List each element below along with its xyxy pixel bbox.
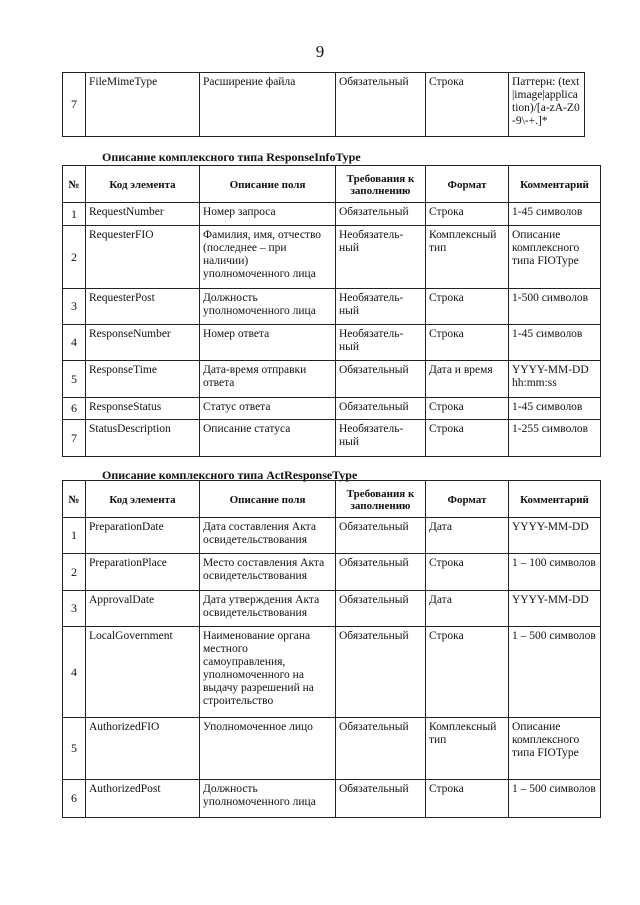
header-description: Описание поля <box>200 481 336 518</box>
table-row <box>63 203 601 226</box>
required-flag: Необязатель-ный <box>336 226 426 289</box>
header-num: № <box>63 166 86 203</box>
row-number: 4 <box>63 325 86 361</box>
field-description: Фамилия, имя, отчество (последнее – при наличии) уполномоченного лица <box>200 226 336 289</box>
required-flag: Необязатель-ный <box>336 325 426 361</box>
row-number: 2 <box>63 554 86 591</box>
format-cell: Строка <box>426 780 509 818</box>
comment-cell: 1 – 100 символов <box>509 554 601 591</box>
field-description: Расширение файла <box>200 73 336 137</box>
required-flag: Обязательный <box>336 361 426 398</box>
comment-cell: 1-500 символов <box>509 289 601 325</box>
header-code: Код элемента <box>86 166 200 203</box>
field-description: Номер ответа <box>200 325 336 361</box>
format-cell: Строка <box>426 73 509 137</box>
element-code: AuthorizedPost <box>86 780 200 818</box>
field-description: Номер запроса <box>200 203 336 226</box>
element-code: AuthorizedFIO <box>86 718 200 780</box>
table-row <box>63 73 585 137</box>
field-description: Дата составления Акта освидетельствования <box>200 518 336 554</box>
field-description: Должность уполномоченного лица <box>200 289 336 325</box>
element-code: RequesterFIO <box>86 226 200 289</box>
field-description: Должность уполномоченного лица <box>200 780 336 818</box>
header-comment: Комментарий <box>509 166 601 203</box>
element-code: LocalGovernment <box>86 627 200 718</box>
element-code: RequestNumber <box>86 203 200 226</box>
row-number: 5 <box>63 361 86 398</box>
format-cell: Строка <box>426 554 509 591</box>
header-description: Описание поля <box>200 166 336 203</box>
field-description: Дата-время отправки ответа <box>200 361 336 398</box>
required-flag: Обязательный <box>336 780 426 818</box>
table-row <box>63 554 601 591</box>
format-cell: Строка <box>426 420 509 457</box>
table-row <box>63 289 601 325</box>
comment-cell: 1-45 символов <box>509 325 601 361</box>
table-row <box>63 518 601 554</box>
comment-cell: 1 – 500 символов <box>509 627 601 718</box>
comment-cell: Паттерн: (text|image|application)/[a-zA-Z0-9\-+.]* <box>509 73 585 137</box>
element-code: ResponseStatus <box>86 398 200 420</box>
section-caption-act-response: Описание комплексного типа ActResponseType <box>102 468 358 482</box>
element-code: PreparationDate <box>86 518 200 554</box>
row-number: 1 <box>63 518 86 554</box>
row-number: 2 <box>63 226 86 289</box>
field-description: Уполномоченное лицо <box>200 718 336 780</box>
page-number: 9 <box>315 42 325 61</box>
table-row <box>63 398 601 420</box>
header-required: Требования к заполнению <box>336 166 426 203</box>
table-header-row <box>63 166 601 203</box>
response-info-table <box>62 165 601 457</box>
header-format: Формат <box>426 166 509 203</box>
table-row <box>63 361 601 398</box>
comment-cell: 1-255 символов <box>509 420 601 457</box>
comment-cell: Описание комплексного типа FIOType <box>509 226 601 289</box>
format-cell: Строка <box>426 203 509 226</box>
table-row <box>63 627 601 718</box>
table-row <box>63 420 601 457</box>
comment-cell: YYYY-MM-DD <box>509 518 601 554</box>
format-cell: Комплексный тип <box>426 226 509 289</box>
comment-cell: Описание комплексного типа FIOType <box>509 718 601 780</box>
section-caption-response-info: Описание комплексного типа ResponseInfoType <box>102 150 361 164</box>
row-number: 3 <box>63 591 86 627</box>
format-cell: Дата <box>426 518 509 554</box>
header-required: Требования к заполнению <box>336 481 426 518</box>
element-code: ResponseNumber <box>86 325 200 361</box>
table-row <box>63 226 601 289</box>
row-number: 3 <box>63 289 86 325</box>
comment-cell: YYYY-MM-DD <box>509 591 601 627</box>
element-code: PreparationPlace <box>86 554 200 591</box>
required-flag: Обязательный <box>336 591 426 627</box>
field-description: Место составления Акта освидетельствования <box>200 554 336 591</box>
header-comment: Комментарий <box>509 481 601 518</box>
field-description: Описание статуса <box>200 420 336 457</box>
required-flag: Необязатель-ный <box>336 289 426 325</box>
field-description: Наименование органа местного самоуправления, уполномоченного на выдачу разрешений на строительство <box>200 627 336 718</box>
table-header-row <box>63 481 601 518</box>
field-description: Статус ответа <box>200 398 336 420</box>
required-flag: Необязатель-ный <box>336 420 426 457</box>
table-row <box>63 325 601 361</box>
comment-cell: YYYY-MM-DD hh:mm:ss <box>509 361 601 398</box>
row-number: 6 <box>63 780 86 818</box>
format-cell: Строка <box>426 289 509 325</box>
table-row <box>63 591 601 627</box>
required-flag: Обязательный <box>336 398 426 420</box>
element-code: ApprovalDate <box>86 591 200 627</box>
continuation-table <box>62 72 585 137</box>
required-flag: Обязательный <box>336 718 426 780</box>
format-cell: Дата и время <box>426 361 509 398</box>
element-code: StatusDescription <box>86 420 200 457</box>
act-response-table <box>62 480 601 818</box>
comment-cell: 1 – 500 символов <box>509 780 601 818</box>
required-flag: Обязательный <box>336 518 426 554</box>
row-number: 7 <box>63 420 86 457</box>
header-num: № <box>63 481 86 518</box>
header-format: Формат <box>426 481 509 518</box>
row-number: 5 <box>63 718 86 780</box>
comment-cell: 1-45 символов <box>509 203 601 226</box>
row-number: 7 <box>63 73 86 137</box>
table-row <box>63 718 601 780</box>
required-flag: Обязательный <box>336 203 426 226</box>
required-flag: Обязательный <box>336 73 426 137</box>
required-flag: Обязательный <box>336 554 426 591</box>
table-row <box>63 780 601 818</box>
format-cell: Дата <box>426 591 509 627</box>
field-description: Дата утверждения Акта освидетельствования <box>200 591 336 627</box>
element-code: FileMimeType <box>86 73 200 137</box>
format-cell: Комплексный тип <box>426 718 509 780</box>
row-number: 1 <box>63 203 86 226</box>
comment-cell: 1-45 символов <box>509 398 601 420</box>
row-number: 4 <box>63 627 86 718</box>
format-cell: Строка <box>426 325 509 361</box>
element-code: RequesterPost <box>86 289 200 325</box>
element-code: ResponseTime <box>86 361 200 398</box>
format-cell: Строка <box>426 398 509 420</box>
row-number: 6 <box>63 398 86 420</box>
format-cell: Строка <box>426 627 509 718</box>
header-code: Код элемента <box>86 481 200 518</box>
required-flag: Обязательный <box>336 627 426 718</box>
